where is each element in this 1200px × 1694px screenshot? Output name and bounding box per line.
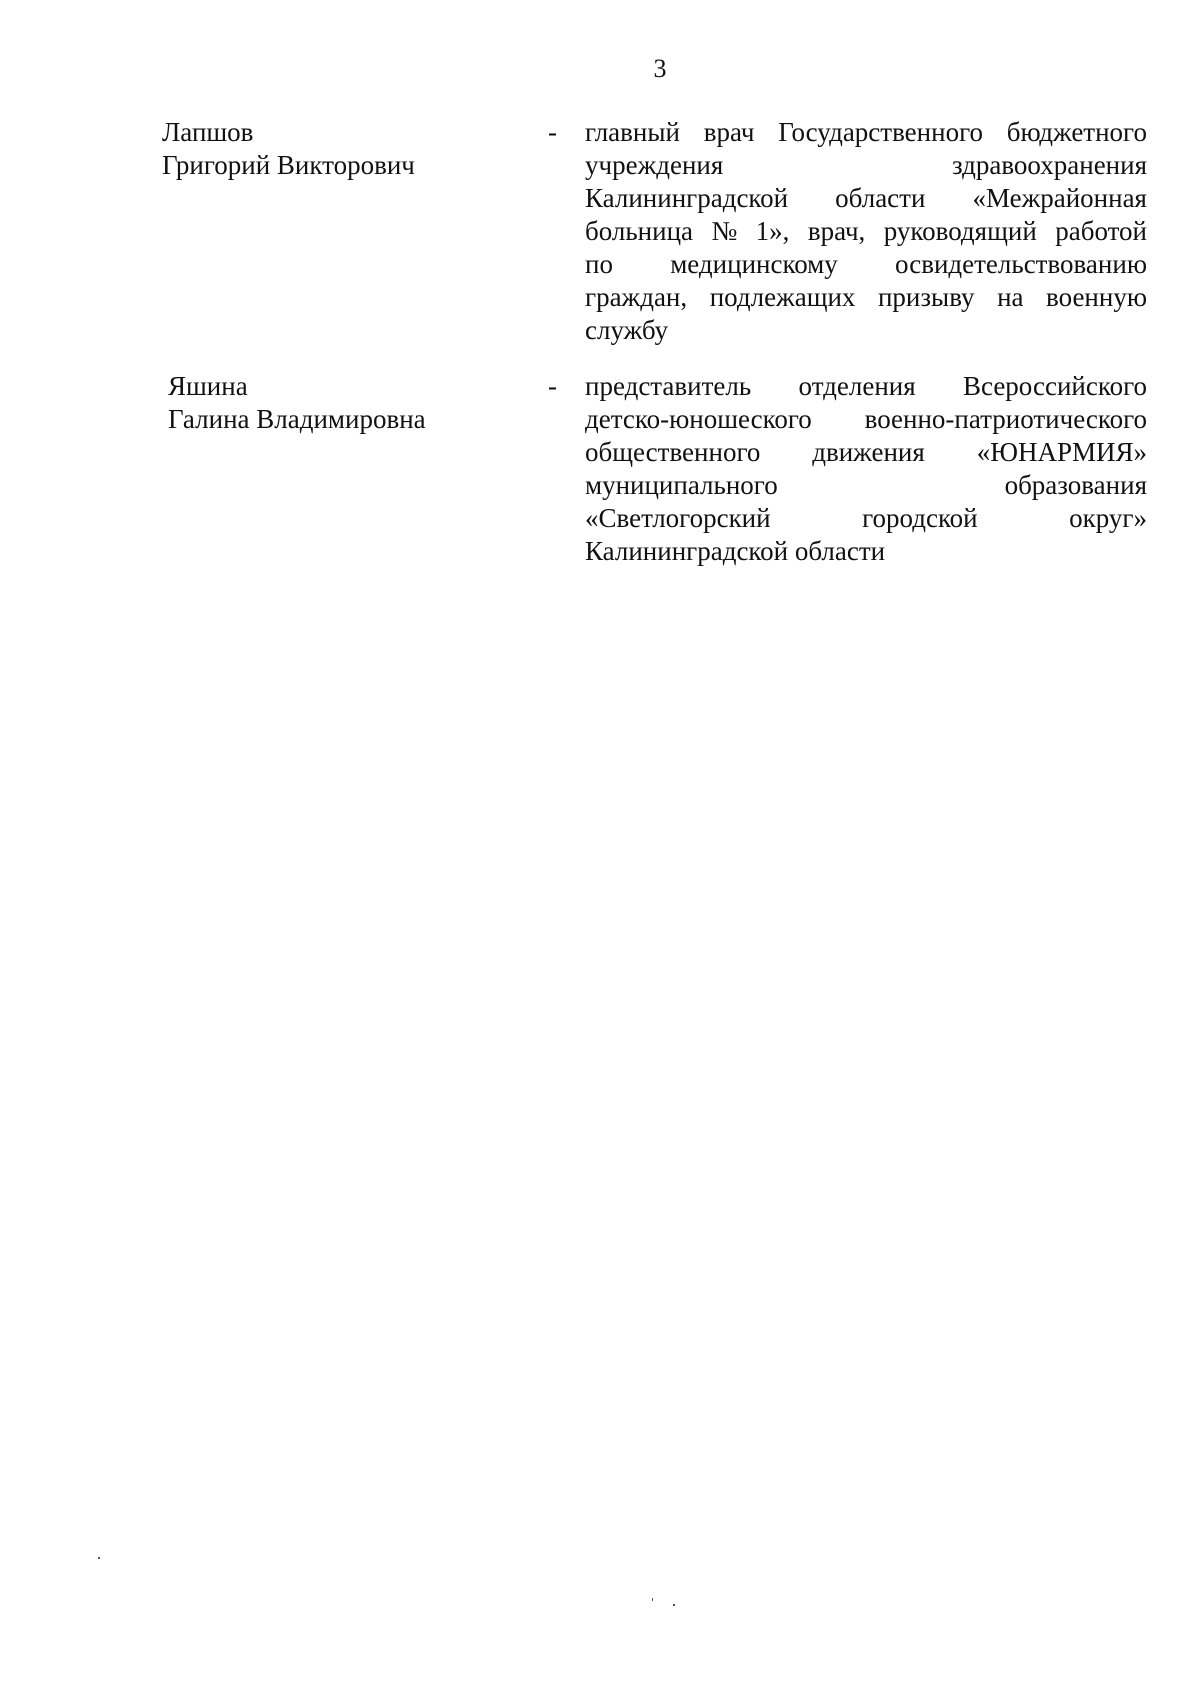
member-dash: - bbox=[548, 117, 557, 147]
member-given-names: Галина Владимировна bbox=[168, 404, 426, 434]
scan-speck bbox=[98, 1557, 100, 1559]
description-line: Калининградской области «Межрайонная bbox=[585, 183, 1147, 213]
description-line: Калининградской области bbox=[585, 536, 886, 566]
description-line: муниципального образования bbox=[585, 470, 1147, 500]
description-line: по медицинскому освидетельствованию bbox=[585, 249, 1147, 279]
scan-speck bbox=[652, 1598, 653, 1601]
description-line: детско-юношеского военно-патриотического bbox=[585, 404, 1147, 434]
member-description bbox=[585, 370, 1147, 568]
description-line: граждан, подлежащих призыву на военную bbox=[585, 282, 1147, 312]
description-line: учреждения здравоохранения bbox=[585, 150, 1147, 180]
description-line: «Светлогорский городской округ» bbox=[585, 503, 1147, 533]
member-description bbox=[585, 116, 1147, 347]
member-surname: Яшина bbox=[168, 371, 248, 401]
page-number: 3 bbox=[653, 54, 667, 83]
description-line: представитель отделения Всероссийского bbox=[585, 371, 1147, 401]
member-given-names: Григорий Викторович bbox=[162, 150, 415, 180]
description-line: главный врач Государственного бюджетного bbox=[585, 117, 1147, 147]
member-name bbox=[162, 116, 562, 182]
member-name bbox=[168, 370, 568, 436]
description-line: общественного движения «ЮНАРМИЯ» bbox=[585, 437, 1147, 467]
description-line: больница № 1», врач, руководящий работой bbox=[585, 216, 1147, 246]
description-line: службу bbox=[585, 315, 669, 345]
scan-speck bbox=[673, 1604, 675, 1606]
member-surname: Лапшов bbox=[162, 117, 254, 147]
member-dash: - bbox=[548, 371, 557, 401]
